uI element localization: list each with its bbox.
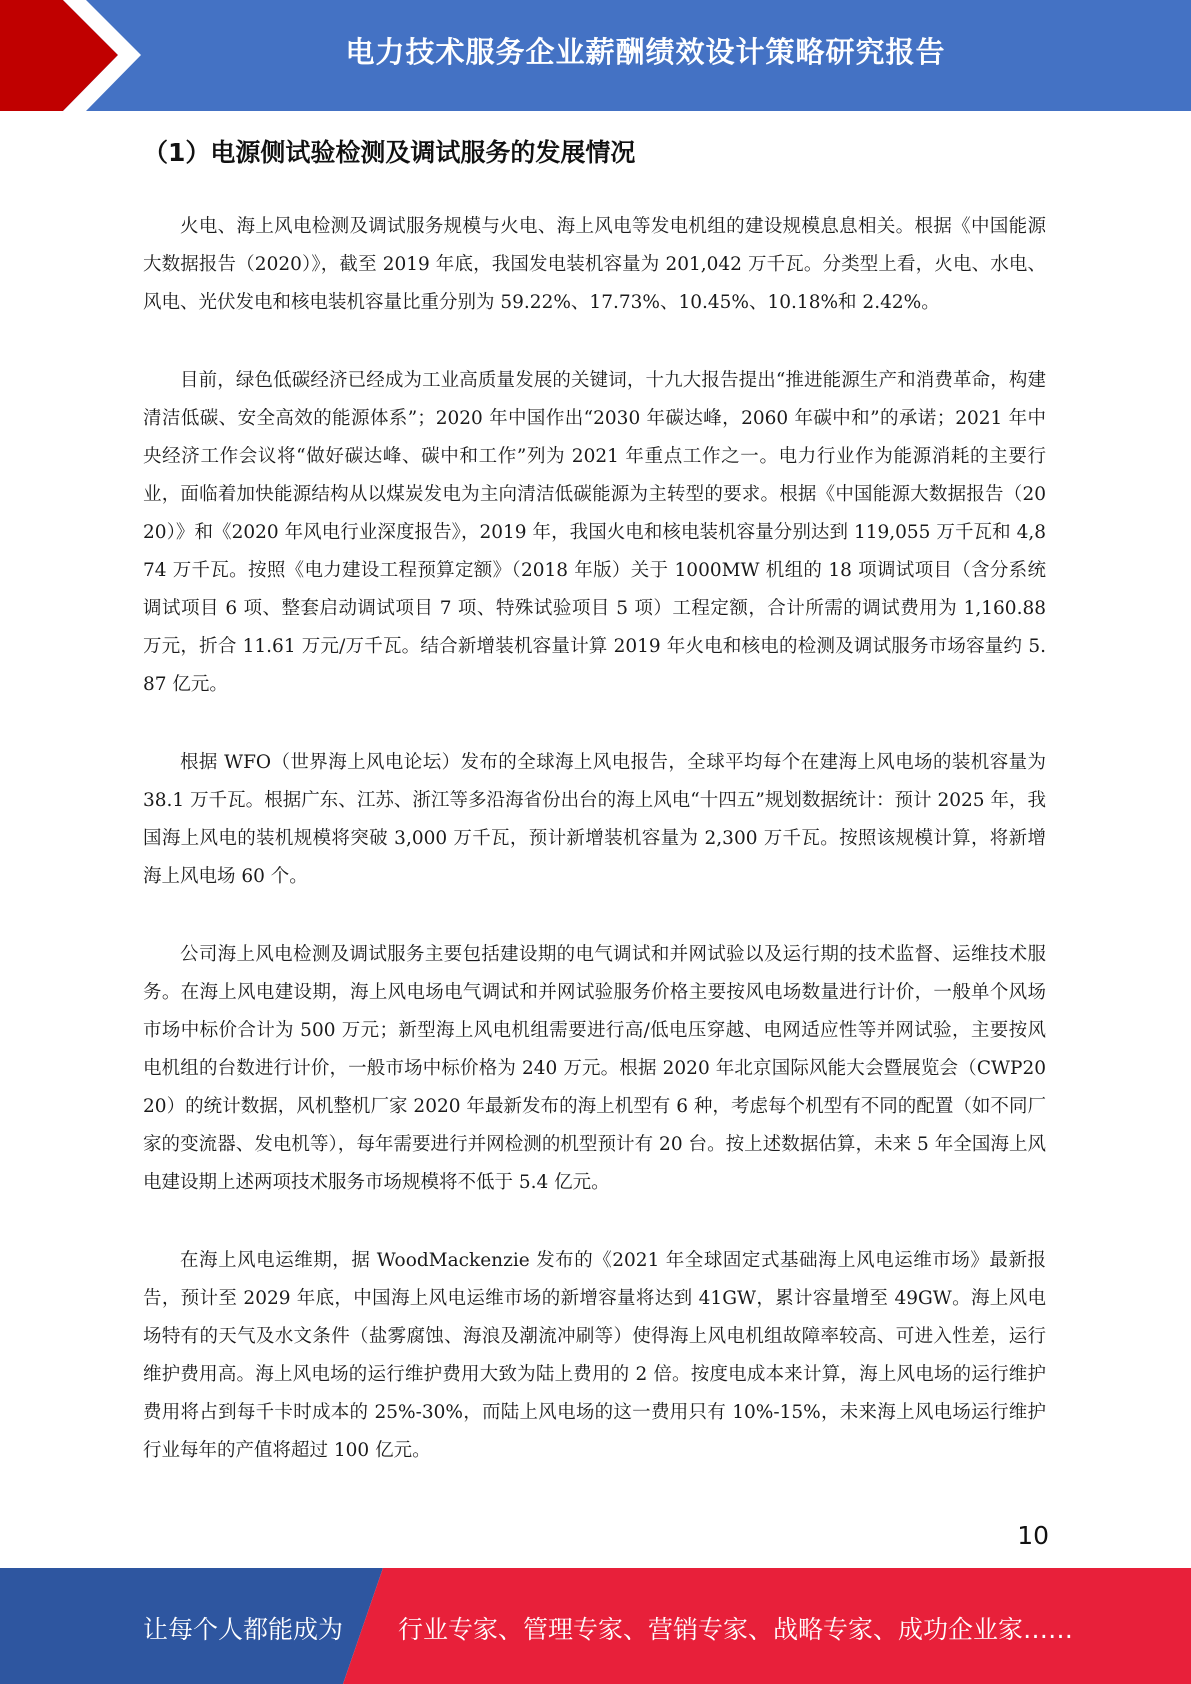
paragraph: 目前，绿色低碳经济已经成为工业高质量发展的关键词，十九大报告提出“推进能源生产和消费革命，构建清洁低碳、安全高效的能源体系”；2020 年中国作出“2030 年碳达峰，2060 年碳中和”的承诺；2021 年中央经济工作会议将“做好碳达峰、碳中和工作”列为 2021 年重点工作之一。电力行业作为能源消耗的主要行业，面临着加快能源结构从以煤炭发电为主向清洁低碳能源为主转型的要求。根据《中国能源大数据报告（2020）》和《2020 年风电行业深度报告》，2019 年，我国火电和核电装机容量分别达到 119,055 万千瓦和 4,874 万千瓦。按照《电力建设工程预算定额》（2018 年版）关于 1000MW 机组的 18 项调试项目（含分系统调试项目 6 项、整套启动调试项目 7 项、特殊试验项目 5 项）工程定额，合计所需的调试费用为 1,160.88 万元，折合 11.61 万元/万千瓦。结合新增装机容量计算 2019 年火电和核电的检测及调试服务市场容量约 5.87 亿元。	[143, 370, 1046, 695]
page-header	[0, 0, 1191, 111]
paragraph: 公司海上风电检测及调试服务主要包括建设期的电气调试和并网试验以及运行期的技术监督、运维技术服务。在海上风电建设期，海上风电场电气调试和并网试验服务价格主要按风电场数量进行计价，一般单个风场市场中标价合计为 500 万元；新型海上风电机组需要进行高/低电压穿越、电网适应性等并网试验，主要按风电机组的台数进行计价，一般市场中标价格为 240 万元。根据 2020 年北京国际风能大会暨展览会（CWP2020）的统计数据，风机整机厂家 2020 年最新发布的海上机型有 6 种，考虑每个机型有不同的配置（如不同厂家的变流器、发电机等），每年需要进行并网检测的机型预计有 20 台。按上述数据估算，未来 5 年全国海上风电建设期上述两项技术服务市场规模将不低于 5.4 亿元。	[143, 944, 1046, 1193]
paragraph: 火电、海上风电检测及调试服务规模与火电、海上风电等发电机组的建设规模息息相关。根据《中国能源大数据报告（2020）》，截至 2019 年底，我国发电装机容量为 201,042 万千瓦。分类型上看，火电、水电、风电、光伏发电和核电装机容量比重分别为 59.22%、17.73%、10.45%、10.18%和 2.42%。	[143, 216, 1046, 313]
page-footer	[0, 1568, 1191, 1684]
body-text	[143, 208, 1046, 1510]
paragraph: 在海上风电运维期，据 WoodMackenzie 发布的《2021 年全球固定式基础海上风电运维市场》最新报告，预计至 2029 年底，中国海上风电运维市场的新增容量将达到 41GW，累计容量增至 49GW。海上风电场特有的天气及水文条件（盐雾腐蚀、海浪及潮流冲刷等）使得海上风电机组故障率较高、可进入性差，运行维护费用高。海上风电场的运行维护费用大致为陆上费用的 2 倍。按度电成本来计算，海上风电场的运行维护费用将占到每千卡时成本的 25%-30%，而陆上风电场的这一费用只有 10%-15%，未来海上风电场运行维护行业每年的产值将超过 100 亿元。	[143, 1250, 1046, 1461]
section-heading: （1）电源侧试验检测及调试服务的发展情况	[143, 138, 636, 167]
page-number: 10	[1017, 1521, 1049, 1550]
footer-slogan-right: 行业专家、管理专家、营销专家、战略专家、成功企业家……	[398, 1615, 1074, 1644]
footer-slogan-left: 让每个人都能成为	[143, 1615, 344, 1644]
report-title: 电力技术服务企业薪酬绩效设计策略研究报告	[345, 35, 946, 69]
paragraph: 根据 WFO（世界海上风电论坛）发布的全球海上风电报告，全球平均每个在建海上风电场的装机容量为 38.1 万千瓦。根据广东、江苏、浙江等多沿海省份出台的海上风电“十四五”规划数据统计：预计 2025 年，我国海上风电的装机规模将突破 3,000 万千瓦，预计新增装机容量为 2,300 万千瓦。按照该规模计算，将新增海上风电场 60 个。	[143, 752, 1046, 887]
